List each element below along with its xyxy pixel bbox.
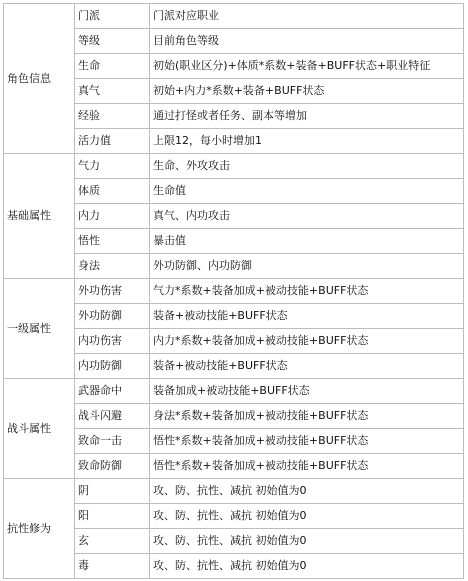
attribute-desc-cell: 悟性*系数+装备加成+被动技能+BUFF状态 (150, 429, 464, 454)
attribute-desc-cell: 真气、内功攻击 (150, 204, 464, 229)
attribute-name-cell: 玄 (75, 529, 150, 554)
attribute-desc-cell: 攻、防、抗性、减抗 初始值为0 (150, 504, 464, 529)
category-cell: 战斗属性 (4, 379, 75, 479)
attribute-desc-cell: 门派对应职业 (150, 4, 464, 29)
attribute-table (3, 3, 464, 579)
attribute-name-cell: 等级 (75, 29, 150, 54)
category-cell: 抗性修为 (4, 479, 75, 579)
attribute-desc-cell: 外功防御、内功防御 (150, 254, 464, 279)
attribute-name-cell: 内力 (75, 204, 150, 229)
attribute-desc-cell: 悟性*系数+装备加成+被动技能+BUFF状态 (150, 454, 464, 479)
attribute-name-cell: 体质 (75, 179, 150, 204)
attribute-desc-cell: 攻、防、抗性、减抗 初始值为0 (150, 529, 464, 554)
table-row (4, 154, 464, 179)
category-cell: 一级属性 (4, 279, 75, 379)
attribute-desc-cell: 装备+被动技能+BUFF状态 (150, 354, 464, 379)
attribute-desc-cell: 上限12，每小时增加1 (150, 129, 464, 154)
category-cell: 角色信息 (4, 4, 75, 154)
attribute-name-cell: 生命 (75, 54, 150, 79)
attribute-name-cell: 真气 (75, 79, 150, 104)
attribute-name-cell: 门派 (75, 4, 150, 29)
table-row (4, 279, 464, 304)
table-row (4, 479, 464, 504)
attribute-name-cell: 致命一击 (75, 429, 150, 454)
attribute-desc-cell: 目前角色等级 (150, 29, 464, 54)
category-cell: 基础属性 (4, 154, 75, 279)
attribute-name-cell: 活力值 (75, 129, 150, 154)
attribute-name-cell: 气力 (75, 154, 150, 179)
attribute-name-cell: 阳 (75, 504, 150, 529)
attribute-desc-cell: 暴击值 (150, 229, 464, 254)
attribute-desc-cell: 气力*系数+装备加成+被动技能+BUFF状态 (150, 279, 464, 304)
attribute-desc-cell: 初始+内力*系数+装备+BUFF状态 (150, 79, 464, 104)
attribute-name-cell: 内功防御 (75, 354, 150, 379)
attribute-name-cell: 武器命中 (75, 379, 150, 404)
attribute-desc-cell: 生命值 (150, 179, 464, 204)
attribute-desc-cell: 身法*系数+装备加成+被动技能+BUFF状态 (150, 404, 464, 429)
attribute-name-cell: 毒 (75, 554, 150, 579)
attribute-name-cell: 战斗闪避 (75, 404, 150, 429)
attribute-table-body (4, 4, 464, 579)
attribute-desc-cell: 初始(职业区分)+体质*系数+装备+BUFF状态+职业特征 (150, 54, 464, 79)
attribute-name-cell: 经验 (75, 104, 150, 129)
attribute-desc-cell: 装备加成+被动技能+BUFF状态 (150, 379, 464, 404)
attribute-name-cell: 致命防御 (75, 454, 150, 479)
attribute-name-cell: 阴 (75, 479, 150, 504)
attribute-name-cell: 外功防御 (75, 304, 150, 329)
attribute-name-cell: 身法 (75, 254, 150, 279)
attribute-desc-cell: 攻、防、抗性、减抗 初始值为0 (150, 479, 464, 504)
attribute-desc-cell: 生命、外攻攻击 (150, 154, 464, 179)
attribute-name-cell: 外功伤害 (75, 279, 150, 304)
attribute-desc-cell: 攻、防、抗性、减抗 初始值为0 (150, 554, 464, 579)
table-row (4, 379, 464, 404)
table-row (4, 4, 464, 29)
attribute-name-cell: 内功伤害 (75, 329, 150, 354)
attribute-desc-cell: 内力*系数+装备加成+被动技能+BUFF状态 (150, 329, 464, 354)
attribute-desc-cell: 装备+被动技能+BUFF状态 (150, 304, 464, 329)
attribute-name-cell: 悟性 (75, 229, 150, 254)
attribute-desc-cell: 通过打怪或者任务、副本等增加 (150, 104, 464, 129)
